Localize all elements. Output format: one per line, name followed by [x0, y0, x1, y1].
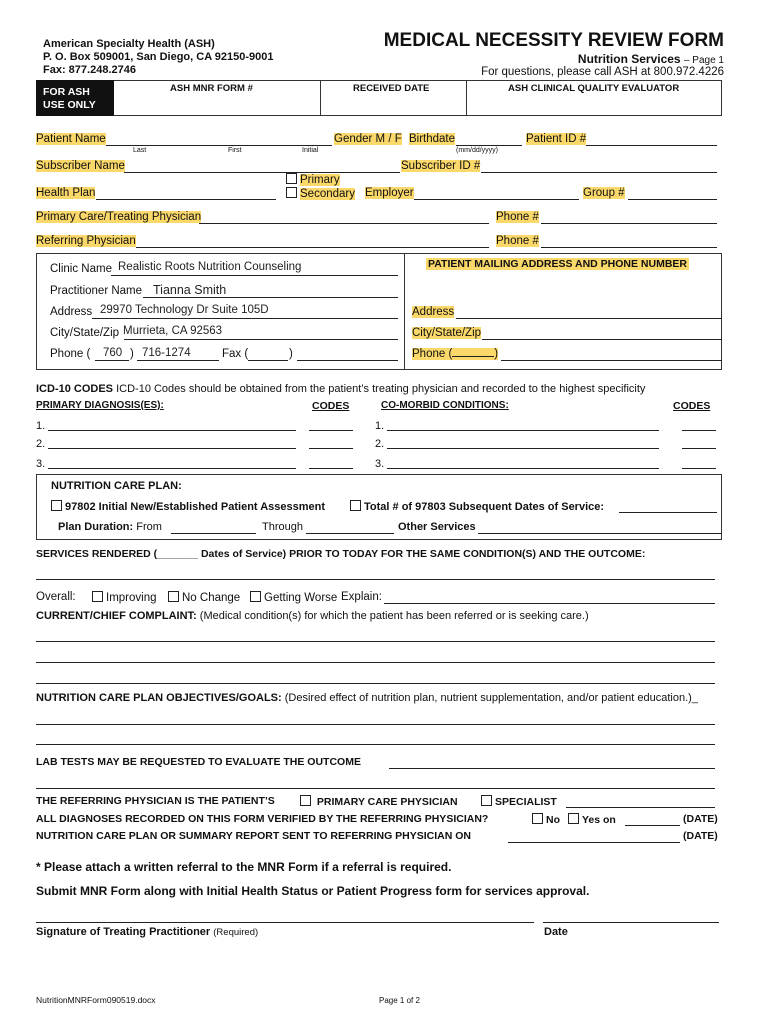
- employer-label: Employer: [365, 187, 414, 199]
- getting-worse-option[interactable]: [250, 591, 337, 604]
- complaint-title: CURRENT/CHIEF COMPLAINT:: [36, 610, 197, 622]
- sent-date-label: (DATE): [683, 830, 718, 842]
- mailing-phone-open: Phone (: [412, 348, 453, 360]
- health-plan-input[interactable]: [96, 199, 276, 200]
- lab-tests-label: LAB TESTS MAY BE REQUESTED TO EVALUATE THE OUTCOME: [36, 756, 361, 768]
- through-input[interactable]: [306, 533, 394, 534]
- complaint-input-2[interactable]: [36, 662, 715, 663]
- gender-label[interactable]: Gender M / F: [334, 133, 402, 145]
- pcp-checkbox[interactable]: [300, 795, 311, 806]
- initial-assessment-label: 97802 Initial New/Established Patient Assessment: [65, 501, 326, 513]
- last-hint: Last: [133, 147, 147, 154]
- comorbid-code-2[interactable]: [682, 448, 716, 449]
- practitioner-label: Practitioner Name: [50, 285, 143, 297]
- ash-mnr-form-field[interactable]: ASH MNR FORM #: [170, 83, 253, 94]
- mailing-phone-input[interactable]: [501, 360, 722, 361]
- signature-label: Signature of Treating Practitioner: [36, 926, 211, 938]
- complaint-note: (Medical condition(s) for which the patient has been referred or is seeking care.): [199, 610, 589, 622]
- area-code-line: [95, 360, 129, 361]
- plan-duration-label: Plan Duration:: [58, 521, 134, 533]
- no-change-option[interactable]: [168, 591, 240, 604]
- subsequent-dates-input[interactable]: [619, 512, 717, 513]
- complaint-row: [36, 610, 589, 622]
- mailing-phone-close: ): [494, 348, 499, 360]
- address-label: Address: [50, 306, 93, 318]
- strip-divider: [466, 80, 467, 116]
- verified-label: ALL DIAGNOSES RECORDED ON THIS FORM VERIFIED BY THE REFERRING PHYSICIAN?: [36, 813, 489, 825]
- signature-date-label: Date: [544, 926, 568, 938]
- signature-required: (Required): [213, 927, 259, 938]
- sent-date-input[interactable]: [508, 842, 680, 843]
- fax-area-line[interactable]: [248, 360, 288, 361]
- org-fax: Fax: 877.248.2746: [43, 64, 136, 76]
- overall-label: Overall:: [36, 591, 76, 603]
- primary-dx-1[interactable]: [48, 430, 296, 431]
- subsequent-dates-label: Total # of 97803 Subsequent Dates of Service:: [364, 501, 605, 513]
- comorbid-dx-2[interactable]: [387, 448, 659, 449]
- verified-no-label: No: [546, 814, 560, 826]
- area-code-value[interactable]: 760: [103, 347, 123, 359]
- submit-note: Submit MNR Form along with Initial Health Status or Patient Progress form for services approval.: [36, 884, 590, 898]
- specialist-option[interactable]: [481, 795, 557, 808]
- primary-code-1[interactable]: [309, 430, 353, 431]
- fax-label: Fax (: [222, 348, 249, 360]
- pcp-input[interactable]: [199, 223, 489, 224]
- first-hint: First: [228, 147, 242, 154]
- org-address: P. O. Box 509001, San Diego, CA 92150-9001: [43, 51, 274, 63]
- pcp-phone-label: Phone #: [496, 211, 539, 223]
- complaint-input-1[interactable]: [36, 641, 715, 642]
- subscriber-id-label: Subscriber ID #: [401, 160, 481, 172]
- employer-input[interactable]: [414, 199, 579, 200]
- clinic-box-divider: [404, 253, 405, 370]
- practitioner-line: [143, 297, 398, 298]
- comorbid-code-3[interactable]: [682, 468, 716, 469]
- sent-label: NUTRITION CARE PLAN OR SUMMARY REPORT SENT TO REFERRING PHYSICIAN ON: [36, 830, 471, 842]
- plan-duration-row: [58, 521, 162, 533]
- subscriber-name-input[interactable]: [124, 172, 400, 173]
- signature-input[interactable]: [36, 922, 534, 923]
- city-value[interactable]: Murrieta, CA 92563: [123, 325, 223, 337]
- patient-name-input[interactable]: [106, 145, 332, 146]
- comorbid-dx-3[interactable]: [387, 468, 659, 469]
- comorbid-codes-header: CODES: [673, 400, 711, 412]
- pcp-option[interactable]: [300, 795, 458, 808]
- city-label: City/State/Zip: [50, 327, 120, 339]
- verified-date-input[interactable]: [625, 825, 680, 826]
- getting-worse-label: Getting Worse: [264, 592, 338, 604]
- through-label: Through: [262, 521, 303, 533]
- mailing-address-input[interactable]: [456, 318, 722, 319]
- specialist-checkbox[interactable]: [481, 795, 492, 806]
- icd-title: ICD-10 CODES: [36, 383, 114, 395]
- other-services-label: Other Services: [398, 521, 476, 533]
- mailing-city-input[interactable]: [482, 339, 722, 340]
- primary-checkbox[interactable]: [286, 173, 297, 184]
- no-change-label: No Change: [182, 592, 241, 604]
- objectives-input-2[interactable]: [36, 744, 715, 745]
- explain-input[interactable]: [384, 603, 715, 604]
- dx-num: 3.: [36, 458, 46, 470]
- verified-yes-label: Yes on: [582, 814, 616, 826]
- health-plan-label: Health Plan: [36, 187, 96, 199]
- fax-close: ): [289, 348, 293, 360]
- subsequent-dates-checkbox[interactable]: [350, 500, 361, 511]
- icd-note: ICD-10 Codes should be obtained from the patient’s treating physician and recorded to the highest specificity: [116, 383, 646, 395]
- referring-type-row: [36, 795, 275, 807]
- icd-header: [36, 383, 645, 395]
- strip-divider: [320, 80, 321, 116]
- dx-num: 3.: [375, 458, 385, 470]
- comorbid-header: CO-MORBID CONDITIONS:: [381, 400, 509, 411]
- subscriber-id-input[interactable]: [481, 172, 717, 173]
- primary-dx-2[interactable]: [48, 448, 296, 449]
- initial-hint: Initial: [302, 147, 319, 154]
- signature-row: [36, 926, 258, 938]
- verified-yes-option[interactable]: [568, 813, 616, 826]
- complaint-input-3[interactable]: [36, 683, 715, 684]
- lab-tests-input-2[interactable]: [36, 788, 715, 789]
- other-services-input[interactable]: [478, 533, 721, 534]
- dx-num: 2.: [36, 438, 46, 450]
- specialist-label: SPECIALIST: [495, 796, 557, 808]
- specialist-input[interactable]: [566, 807, 715, 808]
- secondary-option[interactable]: [286, 187, 355, 200]
- care-plan-title: NUTRITION CARE PLAN:: [51, 480, 182, 492]
- birthdate-label: Birthdate: [409, 133, 456, 145]
- pcp-option-label: PRIMARY CARE PHYSICIAN: [316, 796, 458, 808]
- improving-label: Improving: [106, 592, 157, 604]
- group-label: Group #: [583, 187, 625, 199]
- objectives-row: [36, 692, 698, 704]
- footer-page: Page 1 of 2: [379, 996, 420, 1005]
- no-change-checkbox[interactable]: [168, 591, 179, 602]
- services-rendered-label: SERVICES RENDERED (_______ Dates of Service) PRIOR TO TODAY FOR THE SAME CONDITION(S) AND THE OUTCOME:: [36, 548, 646, 560]
- patient-name-label: Patient Name: [36, 133, 106, 145]
- referring-phone-label: Phone #: [496, 235, 539, 247]
- referring-is-label: THE REFERRING PHYSICIAN IS THE PATIENT’S: [36, 795, 275, 807]
- comorbid-dx-1[interactable]: [387, 430, 659, 431]
- subscriber-name-label: Subscriber Name: [36, 160, 125, 172]
- address-value[interactable]: 29970 Technology Dr Suite 105D: [100, 304, 269, 316]
- verified-date-label: (DATE): [683, 813, 718, 825]
- practitioner-value[interactable]: Tianna Smith: [153, 283, 227, 297]
- primary-code-2[interactable]: [309, 448, 353, 449]
- verified-no-option[interactable]: [532, 813, 560, 826]
- subsequent-dates-option[interactable]: [350, 500, 604, 513]
- service-name: Nutrition Services: [577, 52, 681, 66]
- footer-filename: NutritionMNRForm090519.docx: [36, 995, 156, 1005]
- dx-num: 2.: [375, 438, 385, 450]
- page-ref: – Page 1: [683, 55, 724, 66]
- area-code-close: ): [130, 348, 134, 360]
- clinic-phone-value[interactable]: 716-1274: [142, 347, 191, 359]
- primary-label: Primary: [300, 174, 340, 186]
- quality-evaluator-field[interactable]: ASH CLINICAL QUALITY EVALUATOR: [508, 83, 680, 94]
- form-title: MEDICAL NECESSITY REVIEW FORM: [383, 30, 724, 51]
- explain-label: Explain:: [341, 591, 382, 603]
- dx-num: 1.: [375, 420, 385, 432]
- mailing-address-label: Address: [412, 306, 455, 318]
- mailing-area-input[interactable]: [452, 356, 494, 357]
- service-line: [578, 52, 724, 66]
- referring-phone-input[interactable]: [541, 247, 717, 248]
- primary-diagnosis-header: PRIMARY DIAGNOSIS(ES):: [36, 400, 164, 411]
- clinic-phone-line: [137, 360, 219, 361]
- referring-label: Referring Physician: [36, 235, 136, 247]
- org-name: American Specialty Health (ASH): [43, 38, 215, 50]
- city-line: [124, 339, 398, 340]
- secondary-label: Secondary: [300, 188, 355, 200]
- referring-input[interactable]: [136, 247, 489, 248]
- comorbid-code-1[interactable]: [682, 430, 716, 431]
- primary-dx-3[interactable]: [48, 468, 296, 469]
- pcp-phone-input[interactable]: [541, 223, 717, 224]
- objectives-note: (Desired effect of nutrition plan, nutrient supplementation, and/or patient education.)_: [284, 692, 698, 704]
- getting-worse-checkbox[interactable]: [250, 591, 261, 602]
- questions-line: For questions, please call ASH at 800.972.4226: [481, 66, 724, 78]
- clinic-name-value[interactable]: Realistic Roots Nutrition Counseling: [118, 261, 302, 273]
- initial-assessment-checkbox[interactable]: [51, 500, 62, 511]
- dx-num: 1.: [36, 420, 46, 432]
- services-rendered-input[interactable]: [36, 579, 715, 580]
- attach-referral-note: * Please attach a written referral to the MNR Form if a referral is required.: [36, 860, 452, 874]
- clinic-phone-label: Phone (: [50, 348, 91, 360]
- objectives-title: NUTRITION CARE PLAN OBJECTIVES/GOALS:: [36, 692, 282, 704]
- from-input[interactable]: [171, 533, 256, 534]
- address-line: [92, 318, 398, 319]
- pcp-label: Primary Care/Treating Physician: [36, 211, 202, 223]
- primary-option[interactable]: [286, 173, 340, 186]
- group-input[interactable]: [628, 199, 717, 200]
- signature-date-input[interactable]: [543, 922, 719, 923]
- ash-use-only-label: FOR ASH USE ONLY: [36, 80, 114, 116]
- mailing-city-label: City/State/Zip: [412, 327, 482, 339]
- mailing-phone-label: [412, 348, 498, 360]
- clinic-name-label: Clinic Name: [50, 263, 112, 275]
- primary-codes-header: CODES: [312, 400, 350, 412]
- birthdate-hint: (mm/dd/yyyy): [456, 147, 498, 154]
- improving-option[interactable]: [92, 591, 157, 604]
- initial-assessment-option[interactable]: [51, 500, 325, 513]
- verified-no-checkbox[interactable]: [532, 813, 543, 824]
- improving-checkbox[interactable]: [92, 591, 103, 602]
- received-date-field[interactable]: RECEIVED DATE: [353, 83, 430, 94]
- secondary-checkbox[interactable]: [286, 187, 297, 198]
- patient-id-input[interactable]: [586, 145, 717, 146]
- lab-tests-input[interactable]: [389, 768, 715, 769]
- objectives-input-1[interactable]: [36, 724, 715, 725]
- mailing-title: PATIENT MAILING ADDRESS AND PHONE NUMBER: [428, 258, 688, 270]
- patient-id-label: Patient ID #: [526, 133, 587, 145]
- primary-code-3[interactable]: [309, 468, 353, 469]
- fax-input[interactable]: [297, 360, 398, 361]
- birthdate-input[interactable]: [456, 145, 522, 146]
- from-label: From: [136, 521, 162, 533]
- clinic-name-line: [111, 275, 398, 276]
- verified-yes-checkbox[interactable]: [568, 813, 579, 824]
